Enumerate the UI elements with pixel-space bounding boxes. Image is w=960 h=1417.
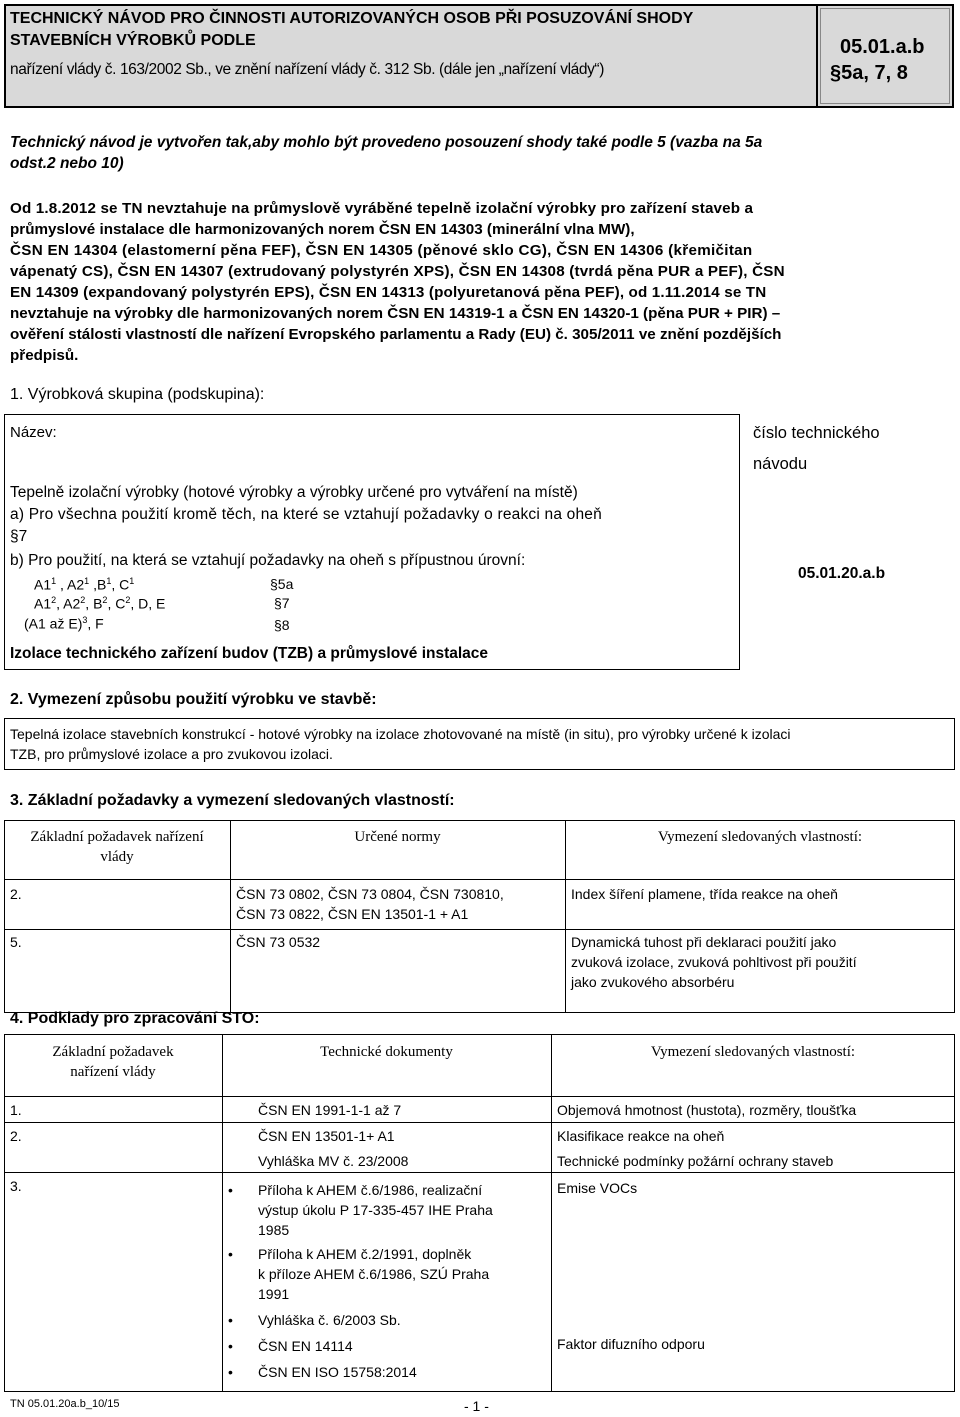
s3-r2-norms: ČSN 73 0532 bbox=[236, 934, 321, 950]
s4-r1-prop: Objemová hmotnost (hustota), rozměry, tloušťka bbox=[557, 1102, 857, 1118]
section-symbol-icon: § bbox=[274, 595, 282, 611]
s3-col-line-2 bbox=[565, 820, 566, 1013]
intro-line-2: odst.2 nebo 10) bbox=[10, 155, 124, 172]
s4-b2-l1: • Příloha k AHEM č.2/1991, doplněk bbox=[258, 1246, 472, 1262]
sup: 1 bbox=[51, 576, 57, 586]
s1-b: b) Pro použití, na která se vztahují požadavky na oheň s přípustnou úrovní: bbox=[10, 552, 526, 569]
s1-a2 bbox=[10, 528, 27, 546]
scope-line: Od 1.8.2012 se TN nevztahuje na průmyslově vyráběné tepelně izolační výrobky pro zařízení staveb a bbox=[10, 200, 754, 217]
footer-page: - 1 - bbox=[464, 1398, 489, 1414]
sup: 2 bbox=[80, 595, 86, 605]
header-title-2: STAVEBNÍCH VÝROBKŮ PODLE bbox=[10, 32, 256, 49]
s3-col2-h: Určené normy bbox=[354, 829, 441, 845]
s4-r2-prop-1: Klasifikace reakce na oheň bbox=[557, 1128, 725, 1144]
s4-r3-req: 3. bbox=[10, 1178, 22, 1194]
s3-heading: 3. Základní požadavky a vymezení sledovaných vlastností: bbox=[10, 792, 455, 809]
sup: 1 bbox=[106, 576, 112, 586]
s1-number: 05.01.20.a.b bbox=[798, 565, 886, 582]
s3-col3-h: Vymezení sledovaných vlastností: bbox=[657, 829, 863, 845]
footer-code: TN 05.01.20a.b_10/15 bbox=[10, 1398, 120, 1410]
s3-col-line-1 bbox=[230, 820, 231, 1013]
scope-text bbox=[10, 198, 950, 366]
header-sections bbox=[830, 62, 908, 85]
s1-row1-sec-text: 5a bbox=[277, 576, 294, 592]
s4-b3: • Vyhláška č. 6/2003 Sb. bbox=[258, 1312, 401, 1328]
sup: 1 bbox=[129, 576, 135, 586]
s1-row2: $A1^2$, $A2^2$, $B^2$, $C^2$, D, E bbox=[34, 595, 166, 612]
s4-b5: • ČSN EN ISO 15758:2014 bbox=[258, 1364, 417, 1380]
s4-bullet-5 bbox=[258, 1362, 548, 1382]
s1-a2-text: 7 bbox=[18, 528, 28, 545]
s1-box-bottom bbox=[4, 669, 740, 670]
s3-r1-norms-1: ČSN 73 0802, ČSN 73 0804, ČSN 730810, bbox=[236, 886, 504, 902]
s4-row-line-3 bbox=[4, 1172, 955, 1173]
s1-box-top bbox=[4, 414, 740, 415]
sup: 2 bbox=[125, 595, 131, 605]
section-symbol-icon: § bbox=[10, 528, 19, 545]
s4-col1-h1: Základní požadavek bbox=[52, 1044, 174, 1060]
header-sections-text: 5a, 7, 8 bbox=[841, 62, 908, 84]
s4-r2-doc-1: ČSN EN 13501-1+ A1 bbox=[258, 1128, 395, 1144]
s3-r2-prop-3: jako zvukového absorbéru bbox=[571, 974, 735, 990]
s4-b1-l1: • Příloha k AHEM č.6/1986, realizační bbox=[258, 1182, 483, 1198]
s1-row3-sec bbox=[274, 617, 290, 633]
s3-col1-h2: vlády bbox=[100, 849, 134, 865]
s4-r3-prop-1: Emise VOCs bbox=[557, 1180, 638, 1196]
scope-line: ověření stálosti vlastností dle nařízení Evropského parlamentu a Rady (EU) č. 305/2011 ve znění pozdějších bbox=[10, 326, 782, 343]
s4-col2-h: Technické dokumenty bbox=[320, 1044, 453, 1060]
s4-r3-prop-2: Faktor difuzního odporu bbox=[557, 1336, 705, 1352]
s1-name-label: Název: bbox=[10, 424, 57, 441]
header-code: 05.01.a.b bbox=[840, 36, 925, 58]
s4-bullet-1 bbox=[258, 1180, 548, 1240]
s4-b1-l3: 1985 bbox=[258, 1222, 290, 1238]
sup: 3 bbox=[82, 615, 88, 625]
s1-row1-sec bbox=[270, 576, 293, 592]
sup: 2 bbox=[102, 595, 108, 605]
s3-r2-req: 5. bbox=[10, 934, 22, 950]
section-symbol-icon: § bbox=[270, 576, 278, 592]
s4-r2-req: 2. bbox=[10, 1128, 22, 1144]
s4-row-line-2 bbox=[4, 1122, 955, 1123]
s1-heading: 1. Výrobková skupina (podskupina): bbox=[10, 386, 265, 403]
section-symbol-icon: § bbox=[274, 617, 282, 633]
s2-heading: 2. Vymezení způsobu použití výrobku ve stavbě: bbox=[10, 691, 377, 708]
s4-r2-prop-2: Technické podmínky požární ochrany staveb bbox=[557, 1153, 834, 1169]
header-divider bbox=[816, 4, 818, 108]
scope-line: nevztahuje na výrobky dle harmonizovaných norem ČSN EN 14319-1 a ČSN EN 14320-1 (pěna PUR + PIR) – bbox=[10, 305, 781, 322]
s4-heading: 4. Podklady pro zpracování STO: bbox=[10, 1010, 260, 1027]
s1-num-label-2: návodu bbox=[753, 455, 808, 473]
s4-bullet-3 bbox=[258, 1310, 548, 1330]
s3-r1-prop: Index šíření plamene, třída reakce na oheň bbox=[571, 886, 838, 902]
sup: 1 bbox=[84, 576, 90, 586]
s4-r1-doc: ČSN EN 1991-1-1 až 7 bbox=[258, 1102, 402, 1118]
s4-bullet-4 bbox=[258, 1336, 548, 1356]
s3-r2-prop-1: Dynamická tuhost při deklaraci použití jako bbox=[571, 934, 837, 950]
scope-line: ČSN EN 14304 (elastomerní pěna FEF), ČSN EN 14305 (pěnové sklo CG), ČSN EN 14306 (křemičitan bbox=[10, 242, 753, 259]
s1-bold-row: Izolace technického zařízení budov (TZB) a průmyslové instalace bbox=[10, 645, 489, 662]
s1-row1: $A1^1$ , $A2^1$ $,B^1$, $C^1$ bbox=[34, 576, 135, 593]
section-symbol-icon: § bbox=[830, 62, 842, 84]
s1-row3: (A1 až E)$^3$, F bbox=[24, 615, 104, 632]
s2-text-2: TZB, pro průmyslové izolace a pro zvukovou izolaci. bbox=[10, 746, 333, 762]
s3-r2-prop-2: zvuková izolace, zvuková pohltivost při použití bbox=[571, 954, 857, 970]
s3-r1-norms-2: ČSN 73 0822, ČSN EN 13501-1 + A1 bbox=[236, 906, 469, 922]
s3-row-line-2 bbox=[4, 929, 955, 930]
s3-r1-req: 2. bbox=[10, 886, 22, 902]
s1-row2-sec bbox=[274, 595, 290, 611]
s4-col-line-2 bbox=[551, 1034, 552, 1392]
s1-a1: a) Pro všechna použití kromě těch, na které se vztahují požadavky o reakci na oheň bbox=[10, 506, 602, 523]
scope-line: průmyslové instalace dle harmonizovaných norem ČSN EN 14303 (minerální vlna MW), bbox=[10, 221, 635, 238]
s4-col1-h2: nařízení vlády bbox=[70, 1064, 156, 1080]
s3-col1-h1: Základní požadavek nařízení bbox=[30, 829, 204, 845]
s1-row2-sec-text: 7 bbox=[281, 595, 290, 611]
s1-box-mid bbox=[739, 414, 740, 670]
scope-line: předpisů. bbox=[10, 347, 79, 364]
s4-r3-docs bbox=[258, 1180, 548, 1382]
s3-row-line-1 bbox=[4, 879, 955, 880]
header-title-3: nařízení vlády č. 163/2002 Sb., ve znění nařízení vlády č. 312 Sb. (dále jen „nařízení vlády“) bbox=[10, 61, 604, 78]
s4-b4: • ČSN EN 14114 bbox=[258, 1338, 353, 1354]
s4-b2-l2: k příloze AHEM č.6/1986, SZÚ Praha bbox=[258, 1266, 490, 1282]
s4-row-line-1 bbox=[4, 1096, 955, 1097]
s4-col3-h: Vymezení sledovaných vlastností: bbox=[650, 1044, 856, 1060]
s2-text-1: Tepelná izolace stavebních konstrukcí - hotové výrobky na izolace zhotovované na místě (in situ), pro výrobky určené k izolaci bbox=[10, 726, 791, 742]
sup: 2 bbox=[51, 595, 57, 605]
header-title-1: TECHNICKÝ NÁVOD PRO ČINNOSTI AUTORIZOVANÝCH OSOB PŘI POSUZOVÁNÍ SHODY bbox=[10, 10, 694, 27]
s4-r1-req: 1. bbox=[10, 1102, 22, 1118]
s4-r2-doc-2: Vyhláška MV č. 23/2008 bbox=[258, 1153, 409, 1169]
s4-col-line-1 bbox=[222, 1034, 223, 1392]
s1-box-left bbox=[4, 414, 5, 670]
s4-b2-l3: 1991 bbox=[258, 1286, 290, 1302]
intro-line-1: Technický návod je vytvořen tak,aby mohlo být provedeno posouzení shody také podle 5 (vazba na 5a bbox=[10, 134, 763, 151]
s4-bullet-2 bbox=[258, 1244, 548, 1304]
scope-line: vápenatý CS), ČSN EN 14307 (extrudovaný polystyrén XPS), ČSN EN 14308 (tvrdá pěna PUR a PEF), ČSN bbox=[10, 263, 785, 280]
scope-line: EN 14309 (expandovaný polystyrén EPS), ČSN EN 14313 (polyuretanová pěna PEF), od 1.11.2014 se TN bbox=[10, 284, 767, 301]
s4-b1-l2: výstup úkolu P 17-335-457 IHE Praha bbox=[258, 1202, 493, 1218]
s1-num-label-1: číslo technického bbox=[753, 424, 880, 442]
s1-desc: Tepelně izolační výrobky (hotové výrobky a výrobky určené pro vytváření na místě) bbox=[10, 484, 578, 501]
s1-row3-sec-text: 8 bbox=[281, 617, 290, 633]
